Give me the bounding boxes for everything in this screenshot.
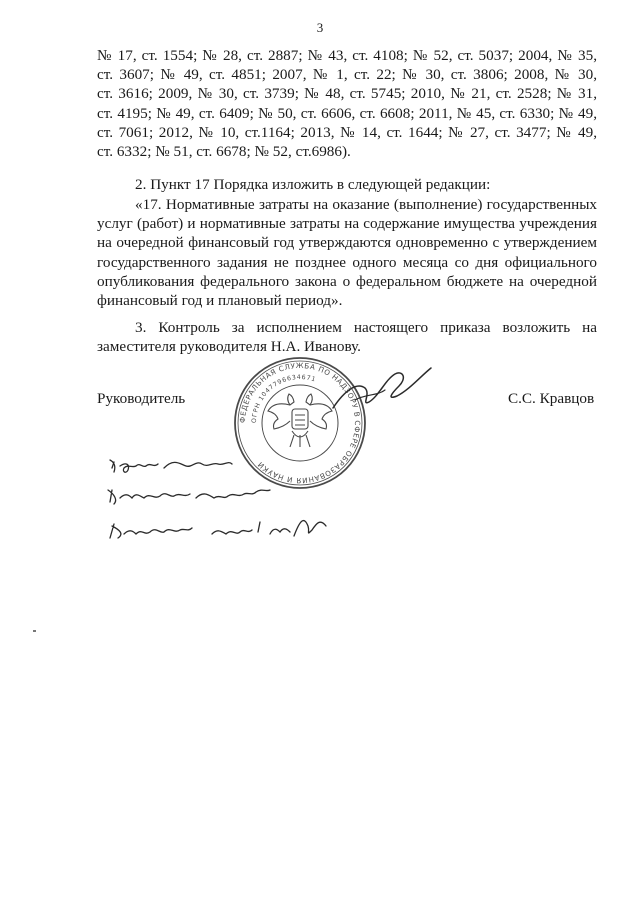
certified-copy-handwritten-note [100, 450, 330, 550]
page-number: 3 [316, 20, 324, 35]
text-line: «17. Нормативные затраты на оказание (выполнение) государственных [135, 196, 597, 213]
signatory-title: Руководитель [97, 390, 186, 407]
text-line: финансовый год и плановый период». [97, 292, 343, 310]
seal-outer-text: ФЕДЕРАЛЬНАЯ СЛУЖБА ПО НАДЗОРУ В СФЕРЕ ОБРАЗОВАНИЯ И НАУКИ [237, 360, 363, 486]
item-17-paragraph [97, 195, 597, 310]
text-line: государственного задания не позднее одного месяца со дня официального [97, 253, 597, 271]
text-line: № 17, ст. 1554; № 28, ст. 2887; № 43, ст. 4108; № 52, ст. 5037; 2004, № 35, [97, 47, 597, 64]
text-line: ст. 7061; 2012, № 10, ст.1164; 2013, № 14, ст. 1644; № 27, ст. 3477; № 49, [97, 123, 597, 141]
item-2-paragraph [97, 175, 597, 194]
item-3-paragraph [97, 318, 597, 356]
text-line: 2. Пункт 17 Порядка изложить в следующей редакции: [135, 176, 491, 193]
text-line: ст. 3616; 2009, № 30, ст. 3739; № 48, ст. 5745; 2010, № 21, ст. 2528; № 31, [97, 85, 597, 103]
handwritten-signature [325, 360, 435, 420]
seal-ogrn-text: ОГРН 1047796634671 [250, 373, 317, 424]
scan-speck [33, 630, 36, 632]
text-line: 3. Контроль за исполнением настоящего приказа возложить на [135, 319, 597, 336]
text-line: ст. 4195; № 49, ст. 6409; № 50, ст. 6606, ст. 6608; 2011, № 45, ст. 6330; № 49, [97, 104, 597, 122]
text-line: на очередной финансовый год утверждаются одновременно с утверждением [97, 234, 597, 252]
coat-of-arms-icon [268, 394, 332, 447]
text-line: ст. 3607; № 49, ст. 4851; 2007, № 1, ст. 22; № 30, ст. 3806; 2008, № 30, [97, 66, 597, 84]
signatory-name: С.С. Кравцов [508, 390, 595, 407]
text-line: опубликования федерального закона о федеральном бюджете на очередной [97, 272, 597, 290]
text-line: услуг (работ) и нормативные затраты на содержание имущества учреждения [97, 215, 597, 233]
legal-references-paragraph [97, 46, 597, 161]
text-line: ст. 6332; № 51, ст. 6678; № 52, ст.6986). [97, 143, 351, 161]
text-line: заместителя руководителя Н.А. Иванову. [97, 338, 361, 356]
